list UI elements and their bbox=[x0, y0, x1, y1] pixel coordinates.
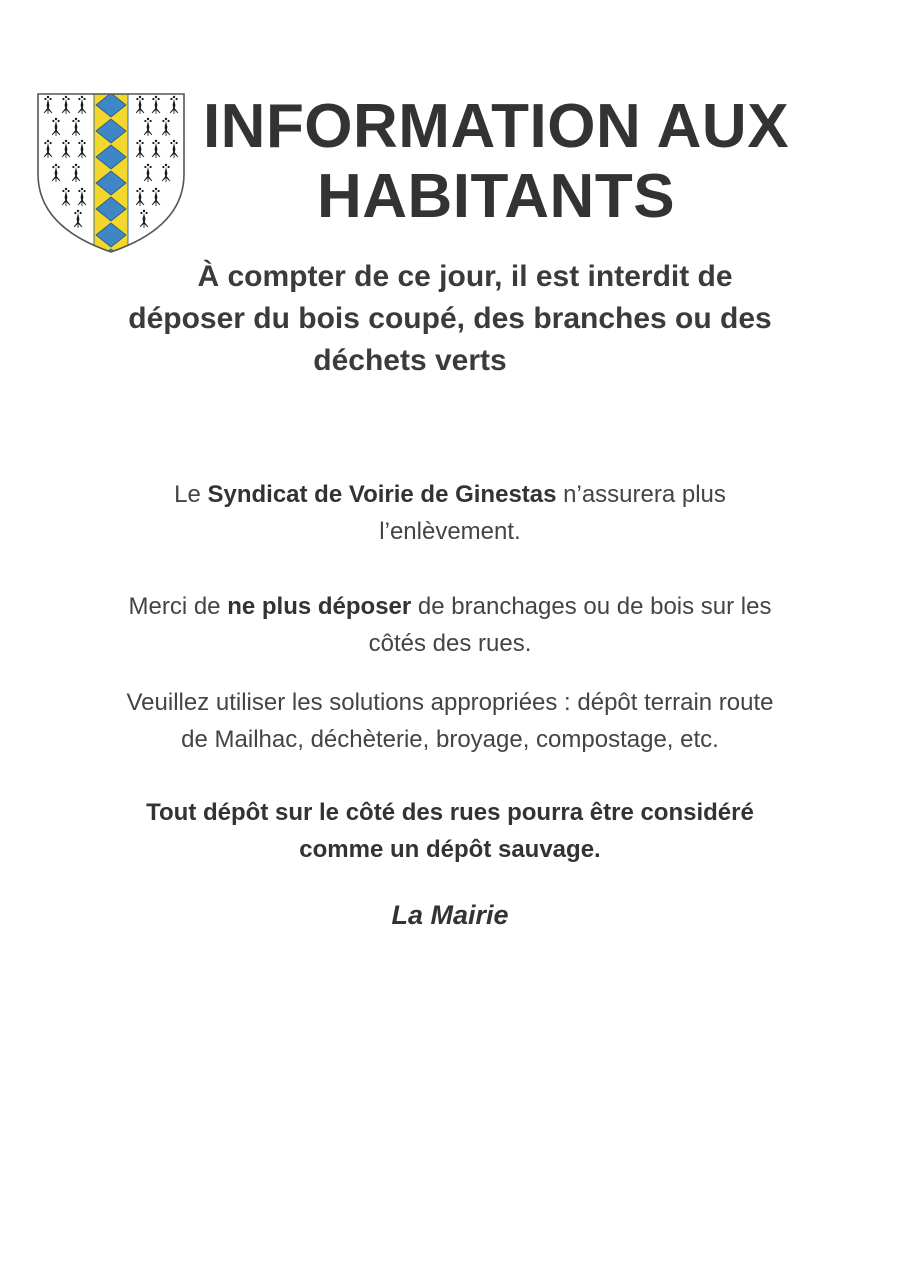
subtitle-line-3: déchets verts bbox=[313, 344, 507, 377]
p4-line-2: comme un dépôt sauvage. bbox=[299, 836, 601, 863]
notice-heading bbox=[90, 256, 810, 382]
paragraph-warning bbox=[60, 794, 840, 868]
p2-line-2: côtés des rues. bbox=[368, 630, 532, 657]
title-line-1: INFORMATION AUX bbox=[202, 92, 790, 161]
subtitle-line-1: À compter de ce jour, il est interdit de bbox=[197, 260, 733, 293]
paragraph-merci bbox=[60, 588, 840, 662]
p1-bold-text: Syndicat de Voirie de Ginestas bbox=[207, 481, 557, 508]
p1-text-after: n’assurera plus bbox=[556, 481, 726, 508]
paragraph-syndicat bbox=[60, 476, 840, 550]
p2-text-before: Merci de bbox=[128, 593, 228, 620]
title-line-2: HABITANTS bbox=[316, 162, 676, 231]
p3-line-1: Veuillez utiliser les solutions appropriées : dépôt terrain route bbox=[126, 689, 774, 716]
coat-of-arms-icon bbox=[36, 92, 186, 254]
subtitle-line-2: déposer du bois coupé, des branches ou des bbox=[128, 302, 772, 335]
p2-bold-text: ne plus déposer bbox=[227, 593, 412, 620]
p1-line-2: l’enlèvement. bbox=[379, 518, 521, 545]
signature: La Mairie bbox=[391, 900, 509, 930]
p2-text-after: de branchages ou de bois sur les bbox=[411, 593, 772, 620]
p1-text-before: Le bbox=[174, 481, 208, 508]
p4-line-1: Tout dépôt sur le côté des rues pourra être considéré bbox=[146, 799, 754, 826]
paragraph-solutions bbox=[60, 684, 840, 758]
p3-line-2: de Mailhac, déchèterie, broyage, compostage, etc. bbox=[181, 726, 719, 753]
page-title bbox=[186, 92, 806, 232]
